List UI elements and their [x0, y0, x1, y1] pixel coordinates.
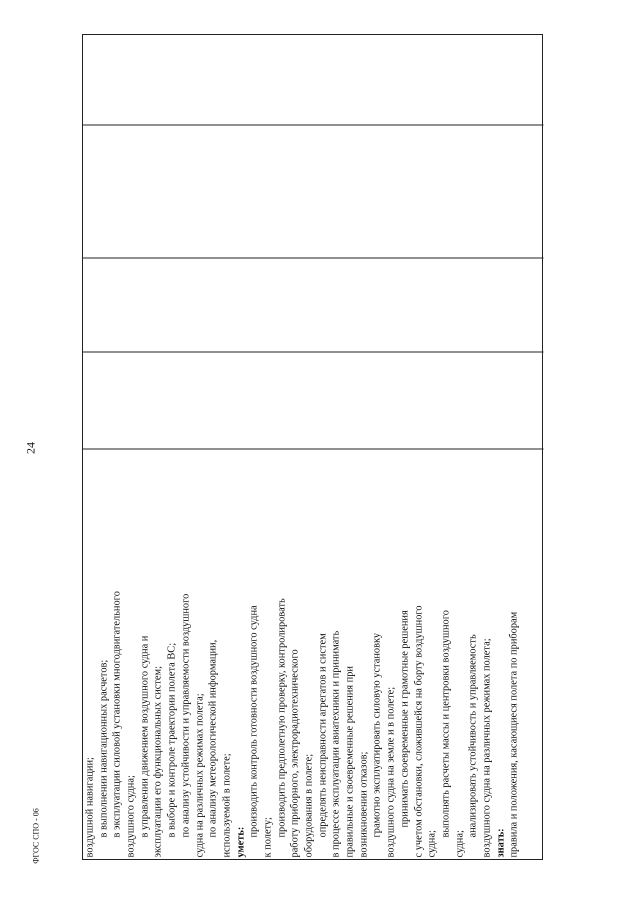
text-line: воздушной навигации;	[84, 757, 96, 858]
text-line: по анализу устойчивости и управляемости воздушного	[180, 593, 192, 838]
text-line: судна;	[454, 830, 466, 858]
text-line: уметь:	[235, 826, 247, 858]
text-line: воздушного судна;	[125, 775, 137, 858]
text-line: эксплуатации его функциональных систем;	[152, 666, 164, 858]
text-line: воздушного судна на земле и в полете;	[385, 686, 397, 858]
text-line: правильные и своевременные решения при	[344, 666, 356, 858]
text-line: выполнять расчеты массы и центровки воздушного	[440, 610, 452, 838]
text-line: возникновении отказов;	[358, 751, 370, 858]
text-line: воздушного судна на различных режимах полета;	[481, 638, 493, 858]
text-line: по анализу метеорологической информации,	[207, 639, 219, 838]
table-rotated-body	[83, 36, 544, 862]
text-line: в управлении движением воздушного судна и	[139, 635, 151, 838]
text-line: определять неисправности агрегатов и систем	[317, 633, 329, 838]
text-line: судна;	[426, 830, 438, 858]
page-number-text: 24	[23, 442, 38, 454]
text-line: в выполнении навигационных расчетов;	[98, 659, 110, 838]
text-line: знать:	[495, 828, 507, 858]
text-line: принимать своевременные и грамотные решения	[399, 610, 411, 828]
text-line: в эксплуатации силовой установки многодвигательного	[111, 591, 123, 838]
text-line: судна на различных режимах полета;	[194, 693, 205, 858]
text-line: производить предполетную проверку, контролировать	[276, 598, 288, 838]
text-line: с учетом обстановки, сложившейся на борту воздушного	[413, 605, 424, 858]
text-line: анализировать устойчивость и управляемость	[467, 634, 479, 838]
text-line: используемой в полете;	[221, 753, 233, 858]
text-line: к полету;	[262, 817, 274, 858]
text-line: в выборе и контроле траектории полета ВС;	[166, 642, 178, 838]
footer-code-text: ФГОС СПО - 06	[31, 808, 41, 864]
text-line: грамотно эксплуатировать силовую установку	[371, 632, 383, 838]
rotated-table	[82, 34, 543, 860]
text-line: производить контроль готовности воздушного судна	[248, 605, 260, 838]
text-line: работу приборного, электрорадиотехнического	[289, 649, 301, 858]
content-column	[83, 62, 544, 862]
text-line: правила и положения, касающиеся полета по приборам	[508, 611, 520, 858]
text-line: в процессе эксплуатации авиатехники и принимать	[330, 630, 342, 858]
text-line: оборудования в полете;	[303, 753, 315, 858]
